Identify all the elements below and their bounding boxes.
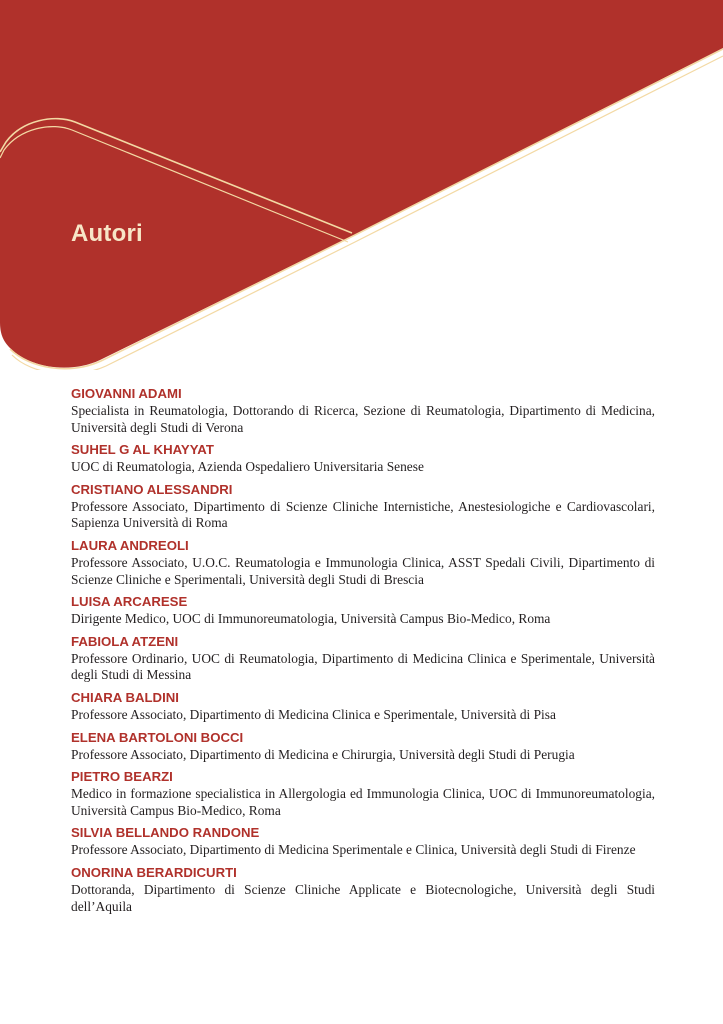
- author-entry: [71, 441, 655, 476]
- author-list: [71, 385, 655, 920]
- page-title: Autori: [71, 220, 143, 247]
- author-affiliation: Professore Ordinario, UOC di Reumatologia, Dipartimento di Medicina Clinica e Sperimentale, Università degli Studi di Messina: [71, 650, 655, 683]
- author-name: ONORINA BERARDICURTI: [71, 864, 237, 880]
- author-affiliation: Dottoranda, Dipartimento di Scienze Cliniche Applicate e Biotecnologiche, Università degli Studi dell’Aquila: [71, 881, 655, 914]
- author-affiliation: Professore Associato, Dipartimento di Medicina e Chirurgia, Università degli Studi di Perugia: [71, 746, 575, 762]
- author-name: SILVIA BELLANDO RANDONE: [71, 825, 260, 841]
- author-entry: [71, 768, 655, 819]
- author-entry: [71, 481, 655, 532]
- author-entry: [71, 537, 655, 588]
- author-entry: [71, 385, 655, 436]
- author-affiliation: Professore Associato, U.O.C. Reumatologia e Immunologia Clinica, ASST Spedali Civili, Dipartimento di Scienze Cliniche e Sperimentali, Università degli Studi di Brescia: [71, 554, 655, 587]
- header-banner: [0, 0, 723, 370]
- author-affiliation: Specialista in Reumatologia, Dottorando di Ricerca, Sezione di Reumatologia, Dipartimento di Medicina, Università degli Studi di Verona: [71, 403, 655, 435]
- author-name: SUHEL G AL KHAYYAT: [71, 442, 214, 458]
- author-name: GIOVANNI ADAMI: [71, 386, 182, 401]
- author-entry: [71, 729, 655, 764]
- author-name: LAURA ANDREOLI: [71, 537, 189, 553]
- author-entry: [71, 824, 655, 859]
- author-entry: [71, 593, 655, 628]
- author-affiliation: Professore Associato, Dipartimento di Scienze Cliniche Internistiche, Anestesiologiche e Cardiovascolari, Sapienza Università di Roma: [71, 498, 655, 531]
- author-name: PIETRO BEARZI: [71, 769, 173, 785]
- red-banner-shape: [0, 0, 723, 368]
- author-name: FABIOLA ATZENI: [71, 633, 179, 649]
- author-affiliation: Professore Associato, Dipartimento di Medicina Sperimentale e Clinica, Università degli Studi di Firenze: [71, 842, 636, 858]
- author-entry: [71, 633, 655, 684]
- author-entry: [71, 689, 655, 724]
- author-name: CHIARA BALDINI: [71, 689, 179, 705]
- author-name: ELENA BARTOLONI BOCCI: [71, 729, 244, 745]
- author-affiliation: UOC di Reumatologia, Azienda Ospedaliero Universitaria Senese: [71, 459, 424, 475]
- author-name: CRISTIANO ALESSANDRI: [71, 481, 233, 497]
- author-affiliation: Professore Associato, Dipartimento di Medicina Clinica e Sperimentale, Università di Pisa: [71, 706, 556, 722]
- author-affiliation: Dirigente Medico, UOC di Immunoreumatologia, Università Campus Bio-Medico, Roma: [71, 611, 551, 627]
- author-affiliation: Medico in formazione specialistica in Allergologia ed Immunologia Clinica, UOC di Immunoreumatologia, Università Campus Bio-Medico, Roma: [71, 786, 655, 818]
- author-entry: [71, 864, 655, 915]
- author-name: LUISA ARCARESE: [71, 594, 188, 610]
